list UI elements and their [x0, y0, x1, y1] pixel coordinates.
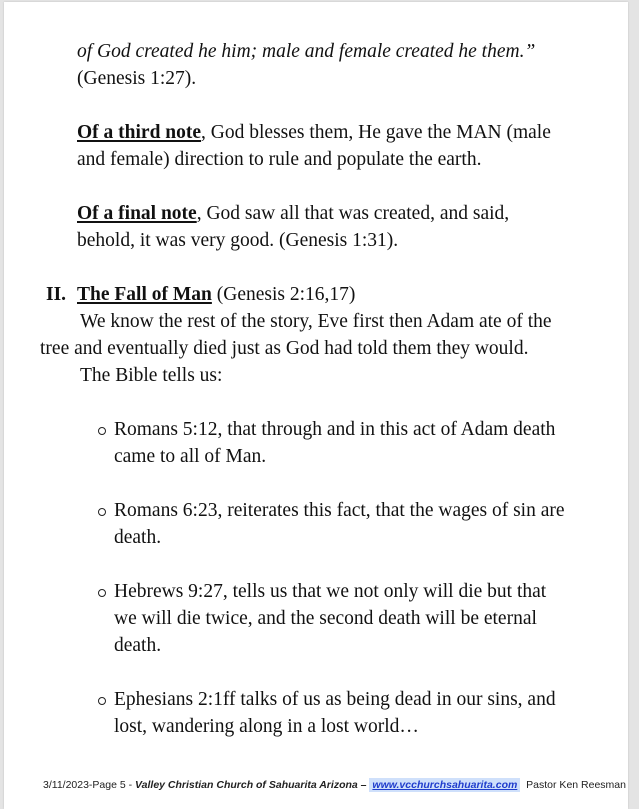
bullet-item-3-line-3: death.: [114, 635, 162, 656]
section-title: The Fall of Man: [77, 284, 212, 305]
bullet-item-3-line-1: Hebrews 9:27, tells us that we not only will die but that: [114, 581, 547, 602]
bullet-marker-icon: [98, 508, 106, 516]
scripture-quote-line: of God created he him; male and female created he them.”: [77, 41, 536, 62]
bullet-marker-icon: [98, 589, 106, 597]
bullet-item-1-line-2: came to all of Man.: [114, 446, 267, 467]
third-note-line-1: [77, 119, 551, 146]
section-intro-line-2: tree and eventually died just as God had told them they would.: [40, 338, 529, 359]
section-numeral: II.: [46, 284, 67, 305]
section-reference: (Genesis 2:16,17): [211, 284, 356, 305]
third-note-text: , God blesses them, He gave the MAN (male: [201, 122, 551, 143]
footer-pastor: Pastor Ken Reesman: [526, 779, 626, 791]
final-note-line-2: behold, it was very good. (Genesis 1:31).: [77, 230, 399, 251]
bullet-item-4-line-1: Ephesians 2:1ff talks of us as being dead in our sins, and: [114, 689, 556, 710]
bullet-item-2-line-2: death.: [114, 527, 162, 548]
section-intro-line-1: We know the rest of the story, Eve first then Adam ate of the: [80, 311, 552, 332]
bullet-marker-icon: [98, 697, 106, 705]
bullet-item-1-line-1: Romans 5:12, that through and in this act of Adam death: [114, 419, 556, 440]
bullet-item-4-line-2: lost, wandering along in a lost world…: [114, 716, 419, 737]
section-intro-line-3: The Bible tells us:: [80, 365, 223, 386]
footer-date-page: 3/11/2023-Page 5 -: [43, 779, 136, 791]
third-note-line-2: and female) direction to rule and populate the earth.: [77, 149, 482, 170]
footer-website-link[interactable]: www.vcchurchsahuarita.com: [369, 778, 520, 792]
document-page: [4, 2, 628, 809]
final-note-text: , God saw all that was created, and said,: [196, 203, 510, 224]
section-heading: [77, 281, 355, 308]
final-note-label: Of a final note: [77, 203, 197, 224]
bullet-item-3-line-2: we will die twice, and the second death will be eternal: [114, 608, 537, 629]
scripture-reference: (Genesis 1:27).: [77, 68, 197, 89]
bullet-item-2-line-1: Romans 6:23, reiterates this fact, that the wages of sin are: [114, 500, 565, 521]
final-note-line-1: [77, 200, 509, 227]
bullet-marker-icon: [98, 427, 106, 435]
footer-church-name: Valley Christian Church of Sahuarita Arizona –: [135, 779, 370, 791]
page-footer: [43, 777, 626, 793]
third-note-label: Of a third note: [77, 122, 202, 143]
